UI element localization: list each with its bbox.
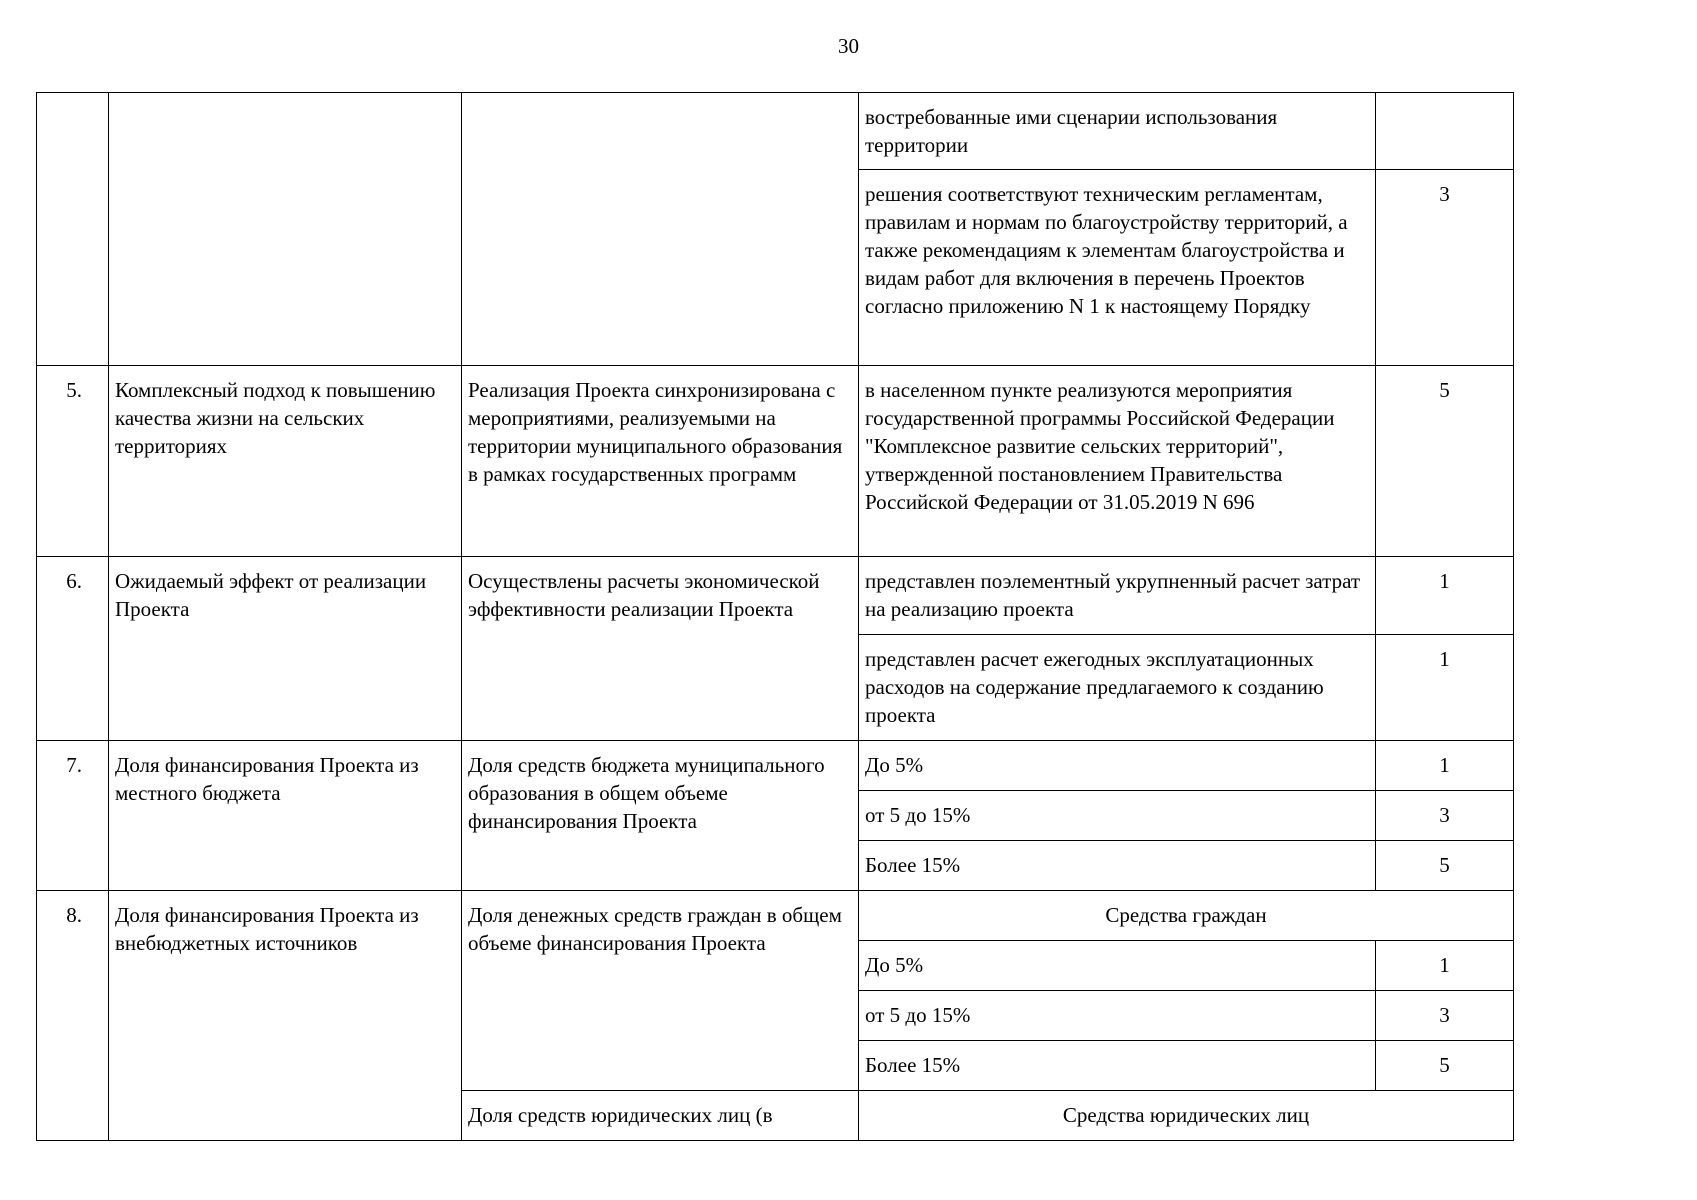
indicator-cell: Доля денежных средств граждан в общем объеме финансирования Проекта <box>462 891 859 1091</box>
row-number-cell: 8. <box>37 891 109 1141</box>
score-cell: 1 <box>1376 635 1514 741</box>
score-cell <box>1376 93 1514 170</box>
indicator-cell: Осуществлены расчеты экономической эффективности реализации Проекта <box>462 557 859 741</box>
condition-cell: востребованные ими сценарии использования территории <box>859 93 1376 170</box>
score-cell: 5 <box>1376 366 1514 557</box>
condition-cell: Более 15% <box>859 1041 1376 1091</box>
table-row <box>37 557 1514 635</box>
table-row <box>37 741 1514 791</box>
condition-cell: от 5 до 15% <box>859 991 1376 1041</box>
score-cell: 3 <box>1376 170 1514 366</box>
condition-cell: решения соответствуют техническим регламентам, правилам и нормам по благоустройству территорий, а также рекомендациям к элементам благоустройства и видам работ для включения в перечень Проектов согласно приложению N 1 к настоящему Порядку <box>859 170 1376 366</box>
indicator-cell: Реализация Проекта синхронизирована с мероприятиями, реализуемыми на территории муниципального образования в рамках государственных программ <box>462 366 859 557</box>
score-cell: 3 <box>1376 791 1514 841</box>
condition-cell: представлен поэлементный укрупненный расчет затрат на реализацию проекта <box>859 557 1376 635</box>
criterion-name-cell <box>109 93 462 366</box>
score-cell: 1 <box>1376 741 1514 791</box>
criteria-table <box>36 92 1514 1141</box>
condition-cell: До 5% <box>859 741 1376 791</box>
group-header-cell: Средства граждан <box>859 891 1514 941</box>
table-row <box>37 891 1514 941</box>
criterion-name-cell: Ожидаемый эффект от реализации Проекта <box>109 557 462 741</box>
criterion-name-cell: Доля финансирования Проекта из внебюджетных источников <box>109 891 462 1141</box>
indicator-cell: Доля средств юридических лиц (в <box>462 1091 859 1141</box>
score-cell: 5 <box>1376 1041 1514 1091</box>
condition-cell: представлен расчет ежегодных эксплуатационных расходов на содержание предлагаемого к созданию проекта <box>859 635 1376 741</box>
score-cell: 1 <box>1376 557 1514 635</box>
score-cell: 1 <box>1376 941 1514 991</box>
row-number-cell: 6. <box>37 557 109 741</box>
table-row <box>37 93 1514 170</box>
condition-cell: До 5% <box>859 941 1376 991</box>
score-cell: 3 <box>1376 991 1514 1041</box>
criterion-name-cell: Комплексный подход к повышению качества жизни на сельских территориях <box>109 366 462 557</box>
condition-cell: Более 15% <box>859 841 1376 891</box>
indicator-cell <box>462 93 859 366</box>
criterion-name-cell: Доля финансирования Проекта из местного бюджета <box>109 741 462 891</box>
page-number: 30 <box>838 34 859 58</box>
indicator-cell: Доля средств бюджета муниципального образования в общем объеме финансирования Проекта <box>462 741 859 891</box>
row-number-cell <box>37 93 109 366</box>
condition-cell: от 5 до 15% <box>859 791 1376 841</box>
score-cell: 5 <box>1376 841 1514 891</box>
row-number-cell: 7. <box>37 741 109 891</box>
table-row <box>37 366 1514 557</box>
condition-cell: в населенном пункте реализуются мероприятия государственной программы Российской Федерации "Комплексное развитие сельских территорий", утвержденной постановлением Правительства Российской Федерации от 31.05.2019 N 696 <box>859 366 1376 557</box>
row-number-cell: 5. <box>37 366 109 557</box>
group-header-cell: Средства юридических лиц <box>859 1091 1514 1141</box>
